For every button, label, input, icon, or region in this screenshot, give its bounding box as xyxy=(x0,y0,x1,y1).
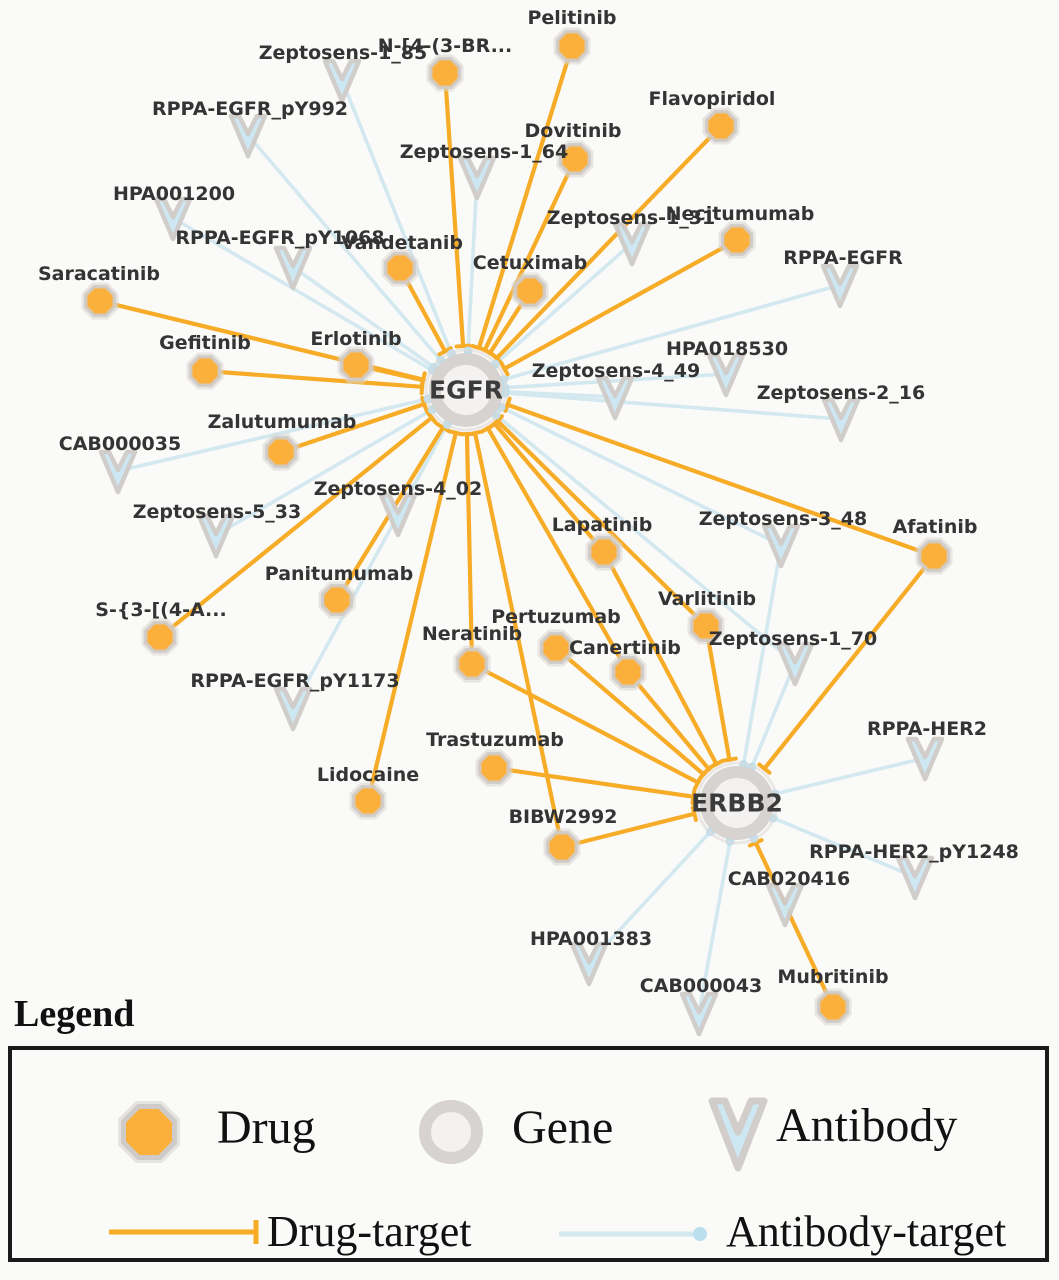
edge-erlotinib-egfr-tee xyxy=(422,374,425,387)
node-necitumumab-label: Necitumumab xyxy=(665,203,815,225)
edge-varlitinib-erbb2-tee xyxy=(723,759,736,761)
drug-target-edge-icon xyxy=(104,1218,274,1246)
legend-drug-label: Drug xyxy=(217,1101,316,1154)
node-vandetanib-octagon xyxy=(386,254,415,283)
node-lapatinib-label: Lapatinib xyxy=(551,514,653,536)
node-zeptosens-3-48-label: Zeptosens-3_48 xyxy=(698,508,868,530)
node-neratinib-octagon xyxy=(458,650,487,679)
node-rppa-egfr-py1173-label: RPPA-EGFR_pY1173 xyxy=(190,670,400,692)
node-necitumumab-octagon xyxy=(723,226,752,255)
node-zalutumumab[interactable] xyxy=(263,434,300,471)
legend-antibody-label: Antibody xyxy=(776,1099,958,1152)
node-zeptosens-2-16-label: Zeptosens-2_16 xyxy=(756,382,926,404)
node-pelitinib-octagon xyxy=(558,32,587,61)
node-gefitinib-octagon xyxy=(191,357,220,386)
node-zalutumumab-octagon xyxy=(267,438,296,467)
node-cab000035-label: CAB000035 xyxy=(58,433,182,455)
node-s-3-4-a-octagon xyxy=(146,623,175,652)
node-mubritinib-octagon xyxy=(819,993,848,1022)
node-canertinib[interactable] xyxy=(610,654,647,691)
legend-drug-target-label: Drug-target xyxy=(267,1207,472,1256)
node-saracatinib-label: Saracatinib xyxy=(37,263,161,285)
node-vandetanib[interactable] xyxy=(382,250,419,287)
node-gefitinib[interactable] xyxy=(187,353,224,390)
node-erlotinib-label: Erlotinib xyxy=(310,328,402,350)
node-panitumumab[interactable] xyxy=(319,582,356,619)
node-neratinib-label: Neratinib xyxy=(421,623,523,645)
node-hpa001383-label: HPA001383 xyxy=(529,928,653,950)
antibody-target-edge-icon xyxy=(554,1220,724,1248)
node-afatinib[interactable] xyxy=(916,538,953,575)
node-erlotinib[interactable] xyxy=(338,347,375,384)
node-canertinib-octagon xyxy=(614,658,643,687)
node-rppa-her2-py1248-label: RPPA-HER2_pY1248 xyxy=(809,841,1019,863)
node-lapatinib[interactable] xyxy=(586,534,623,571)
node-flavopiridol-octagon xyxy=(707,112,736,141)
node-n-4-3-br-label: N-[4-(3-BR... xyxy=(377,35,513,57)
node-pertuzumab-octagon xyxy=(542,634,571,663)
node-saracatinib[interactable] xyxy=(82,283,119,320)
node-pertuzumab-label: Pertuzumab xyxy=(491,606,621,628)
node-mubritinib-label: Mubritinib xyxy=(777,966,889,988)
legend-gene-label: Gene xyxy=(512,1101,614,1154)
node-neratinib[interactable] xyxy=(454,646,491,683)
node-lidocaine-label: Lidocaine xyxy=(316,764,420,786)
node-varlitinib-label: Varlitinib xyxy=(657,588,757,610)
node-flavopiridol[interactable] xyxy=(703,108,740,145)
node-mubritinib[interactable] xyxy=(815,989,852,1026)
node-zalutumumab-label: Zalutumumab xyxy=(207,411,357,433)
node-vandetanib-label: Vandetanib xyxy=(340,232,464,254)
node-pelitinib-label: Pelitinib xyxy=(527,7,617,29)
node-cetuximab[interactable] xyxy=(512,273,549,310)
node-gefitinib-label: Gefitinib xyxy=(159,332,251,354)
node-trastuzumab-octagon xyxy=(480,754,509,783)
node-zeptosens-4-49-label: Zeptosens-4_49 xyxy=(531,360,701,382)
node-lidocaine[interactable] xyxy=(350,783,387,820)
node-panitumumab-label: Panitumumab xyxy=(264,563,414,585)
node-rppa-egfr-py992-label: RPPA-EGFR_pY992 xyxy=(151,98,349,120)
node-bibw2992-label: BIBW2992 xyxy=(508,806,618,828)
node-zeptosens-1-31-label: Zeptosens-1_31 xyxy=(546,207,716,229)
drug-node-icon xyxy=(109,1092,189,1172)
node-s-3-4-a-label: S-{3-[(4-A... xyxy=(95,599,227,621)
node-cab020416-label: CAB020416 xyxy=(727,868,851,890)
node-zeptosens-4-02-label: Zeptosens-4_02 xyxy=(313,478,483,500)
node-bibw2992[interactable] xyxy=(544,829,581,866)
node-afatinib-label: Afatinib xyxy=(892,516,978,538)
node-saracatinib-octagon xyxy=(86,287,115,316)
node-zeptosens-5-33-label: Zeptosens-5_33 xyxy=(132,501,302,523)
node-dovitinib-label: Dovitinib xyxy=(524,120,622,142)
node-trastuzumab-label: Trastuzumab xyxy=(426,729,564,751)
edge-n-4-3-br-egfr-tee xyxy=(457,346,470,347)
node-bibw2992-octagon xyxy=(548,833,577,862)
node-lapatinib-octagon xyxy=(590,538,619,567)
legend-antibody-target-label: Antibody-target xyxy=(726,1207,1007,1256)
node-trastuzumab[interactable] xyxy=(476,750,513,787)
antibody-node-icon xyxy=(693,1088,783,1180)
node-zeptosens-1-85-label: Zeptosens-1_85 xyxy=(258,42,428,64)
node-hpa018530-label: HPA018530 xyxy=(665,338,789,360)
node-erbb2-label: ERBB2 xyxy=(691,788,783,818)
node-zeptosens-1-70-label: Zeptosens-1_70 xyxy=(708,628,878,650)
node-necitumumab[interactable] xyxy=(719,222,756,259)
node-zeptosens-1-64-label: Zeptosens-1_64 xyxy=(399,141,569,163)
node-egfr-label: EGFR xyxy=(429,375,503,405)
gene-node-icon xyxy=(411,1092,491,1172)
node-pelitinib[interactable] xyxy=(554,28,591,65)
node-rppa-her2-label: RPPA-HER2 xyxy=(866,718,988,740)
node-erlotinib-octagon xyxy=(342,351,371,380)
node-cetuximab-octagon xyxy=(516,277,545,306)
node-n-4-3-br-octagon xyxy=(431,59,460,88)
node-panitumumab-octagon xyxy=(323,586,352,615)
node-lidocaine-octagon xyxy=(354,787,383,816)
node-hpa001200-label: HPA001200 xyxy=(112,183,236,205)
node-rppa-egfr-py1068-label: RPPA-EGFR_pY1068 xyxy=(175,227,385,249)
legend-box xyxy=(8,1046,1049,1262)
node-cab000043-label: CAB000043 xyxy=(639,975,763,997)
node-cetuximab-label: Cetuximab xyxy=(472,252,588,274)
node-afatinib-octagon xyxy=(920,542,949,571)
node-s-3-4-a[interactable] xyxy=(142,619,179,656)
node-flavopiridol-label: Flavopiridol xyxy=(648,88,776,110)
node-n-4-3-br[interactable] xyxy=(427,55,464,92)
node-rppa-egfr-label: RPPA-EGFR xyxy=(783,247,903,269)
node-canertinib-label: Canertinib xyxy=(569,637,681,659)
legend-title: Legend xyxy=(14,993,135,1035)
